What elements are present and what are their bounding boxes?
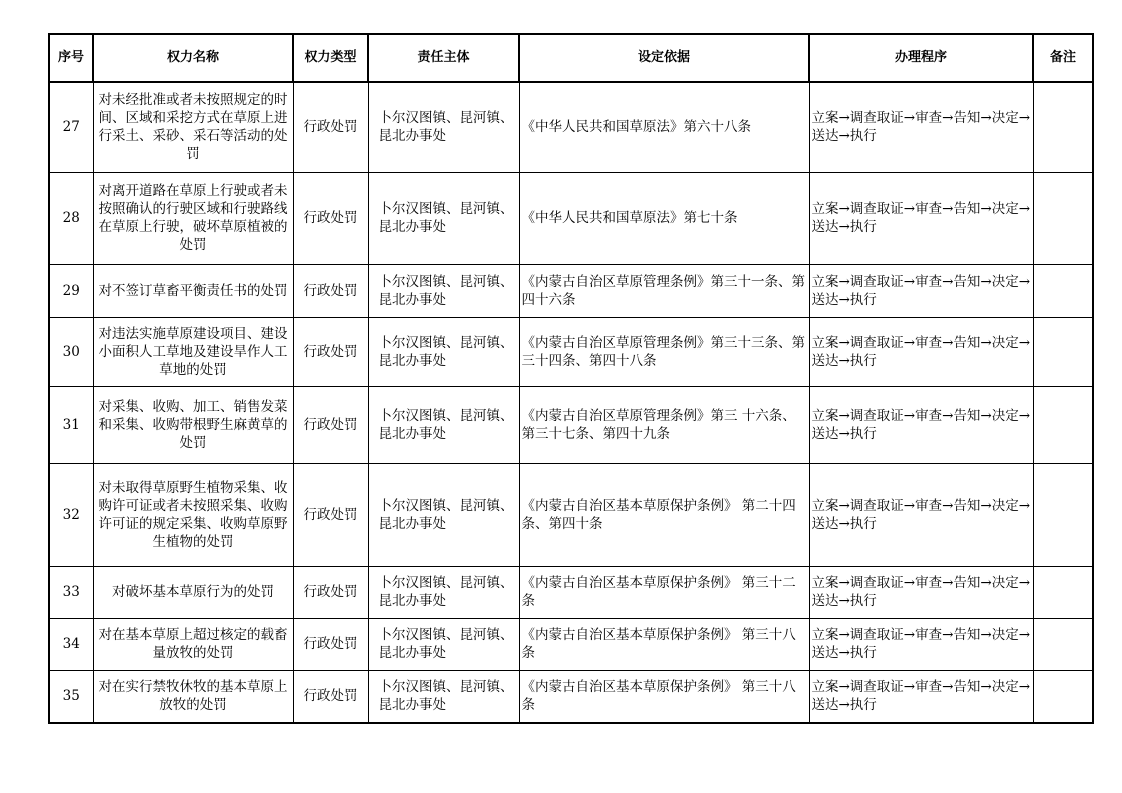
cell-name: 对在实行禁牧休牧的基本草原上放牧的处罚 bbox=[93, 670, 293, 723]
cell-basis: 《内蒙古自治区草原管理条例》第三 十六条、第三十七条、第四十九条 bbox=[519, 386, 809, 463]
cell-basis: 《内蒙古自治区草原管理条例》第三十一条、第四十六条 bbox=[519, 264, 809, 317]
cell-subject: 卜尔汉图镇、昆河镇、昆北办事处 bbox=[368, 264, 519, 317]
cell-procedure: 立案→调查取证→审查→告知→决定→送达→执行 bbox=[809, 82, 1033, 172]
cell-type: 行政处罚 bbox=[293, 82, 368, 172]
table-row bbox=[49, 670, 1093, 723]
cell-basis: 《中华人民共和国草原法》第六十八条 bbox=[519, 82, 809, 172]
cell-no: 30 bbox=[49, 317, 93, 386]
cell-remark bbox=[1033, 172, 1093, 264]
cell-type: 行政处罚 bbox=[293, 317, 368, 386]
cell-procedure: 立案→调查取证→审查→告知→决定→送达→执行 bbox=[809, 618, 1033, 670]
cell-basis: 《内蒙古自治区基本草原保护条例》 第三十二条 bbox=[519, 566, 809, 618]
cell-type: 行政处罚 bbox=[293, 463, 368, 566]
cell-name: 对不签订草畜平衡责任书的处罚 bbox=[93, 264, 293, 317]
cell-basis: 《中华人民共和国草原法》第七十条 bbox=[519, 172, 809, 264]
cell-basis: 《内蒙古自治区草原管理条例》第三十三条、第三十四条、第四十八条 bbox=[519, 317, 809, 386]
cell-procedure: 立案→调查取证→审查→告知→决定→送达→执行 bbox=[809, 264, 1033, 317]
power-list-table-wrapper bbox=[48, 33, 1092, 724]
cell-remark bbox=[1033, 386, 1093, 463]
cell-remark bbox=[1033, 317, 1093, 386]
cell-type: 行政处罚 bbox=[293, 172, 368, 264]
cell-name: 对离开道路在草原上行驶或者未按照确认的行驶区域和行驶路线在草原上行驶，破坏草原植被的处罚 bbox=[93, 172, 293, 264]
cell-name: 对未经批准或者未按照规定的时间、区域和采挖方式在草原上进行采土、采砂、采石等活动的处罚 bbox=[93, 82, 293, 172]
cell-subject: 卜尔汉图镇、昆河镇、昆北办事处 bbox=[368, 566, 519, 618]
cell-subject: 卜尔汉图镇、昆河镇、昆北办事处 bbox=[368, 618, 519, 670]
cell-procedure: 立案→调查取证→审查→告知→决定→送达→执行 bbox=[809, 386, 1033, 463]
cell-no: 33 bbox=[49, 566, 93, 618]
header-subject: 责任主体 bbox=[368, 34, 519, 82]
cell-type: 行政处罚 bbox=[293, 566, 368, 618]
cell-procedure: 立案→调查取证→审查→告知→决定→送达→执行 bbox=[809, 317, 1033, 386]
cell-no: 27 bbox=[49, 82, 93, 172]
table-row bbox=[49, 264, 1093, 317]
cell-subject: 卜尔汉图镇、昆河镇、昆北办事处 bbox=[368, 82, 519, 172]
header-basis: 设定依据 bbox=[519, 34, 809, 82]
table-row bbox=[49, 172, 1093, 264]
cell-subject: 卜尔汉图镇、昆河镇、昆北办事处 bbox=[368, 670, 519, 723]
header-row bbox=[49, 34, 1093, 82]
cell-procedure: 立案→调查取证→审查→告知→决定→送达→执行 bbox=[809, 566, 1033, 618]
cell-basis: 《内蒙古自治区基本草原保护条例》 第三十八条 bbox=[519, 670, 809, 723]
cell-name: 对采集、收购、加工、销售发菜和采集、收购带根野生麻黄草的处罚 bbox=[93, 386, 293, 463]
table-row bbox=[49, 618, 1093, 670]
cell-name: 对在基本草原上超过核定的载畜量放牧的处罚 bbox=[93, 618, 293, 670]
cell-no: 28 bbox=[49, 172, 93, 264]
header-type: 权力类型 bbox=[293, 34, 368, 82]
cell-basis: 《内蒙古自治区基本草原保护条例》 第二十四条、第四十条 bbox=[519, 463, 809, 566]
header-name: 权力名称 bbox=[93, 34, 293, 82]
cell-no: 34 bbox=[49, 618, 93, 670]
header-remark: 备注 bbox=[1033, 34, 1093, 82]
table-row bbox=[49, 317, 1093, 386]
table-row bbox=[49, 566, 1093, 618]
cell-type: 行政处罚 bbox=[293, 618, 368, 670]
header-procedure: 办理程序 bbox=[809, 34, 1033, 82]
cell-no: 35 bbox=[49, 670, 93, 723]
header-no: 序号 bbox=[49, 34, 93, 82]
table-row bbox=[49, 386, 1093, 463]
cell-no: 29 bbox=[49, 264, 93, 317]
cell-name: 对违法实施草原建设项目、建设小面积人工草地及建设旱作人工草地的处罚 bbox=[93, 317, 293, 386]
cell-basis: 《内蒙古自治区基本草原保护条例》 第三十八条 bbox=[519, 618, 809, 670]
cell-subject: 卜尔汉图镇、昆河镇、昆北办事处 bbox=[368, 172, 519, 264]
cell-type: 行政处罚 bbox=[293, 386, 368, 463]
cell-name: 对破坏基本草原行为的处罚 bbox=[93, 566, 293, 618]
table-row bbox=[49, 82, 1093, 172]
cell-subject: 卜尔汉图镇、昆河镇、昆北办事处 bbox=[368, 463, 519, 566]
cell-no: 32 bbox=[49, 463, 93, 566]
cell-procedure: 立案→调查取证→审查→告知→决定→送达→执行 bbox=[809, 670, 1033, 723]
cell-remark bbox=[1033, 566, 1093, 618]
cell-remark bbox=[1033, 670, 1093, 723]
cell-remark bbox=[1033, 618, 1093, 670]
cell-name: 对未取得草原野生植物采集、收购许可证或者未按照采集、收购许可证的规定采集、收购草原野生植物的处罚 bbox=[93, 463, 293, 566]
cell-procedure: 立案→调查取证→审查→告知→决定→送达→执行 bbox=[809, 172, 1033, 264]
cell-type: 行政处罚 bbox=[293, 670, 368, 723]
cell-no: 31 bbox=[49, 386, 93, 463]
cell-subject: 卜尔汉图镇、昆河镇、昆北办事处 bbox=[368, 386, 519, 463]
power-list-table bbox=[48, 33, 1094, 724]
cell-type: 行政处罚 bbox=[293, 264, 368, 317]
cell-remark bbox=[1033, 264, 1093, 317]
cell-subject: 卜尔汉图镇、昆河镇、昆北办事处 bbox=[368, 317, 519, 386]
cell-remark bbox=[1033, 82, 1093, 172]
cell-remark bbox=[1033, 463, 1093, 566]
cell-procedure: 立案→调查取证→审查→告知→决定→送达→执行 bbox=[809, 463, 1033, 566]
table-row bbox=[49, 463, 1093, 566]
